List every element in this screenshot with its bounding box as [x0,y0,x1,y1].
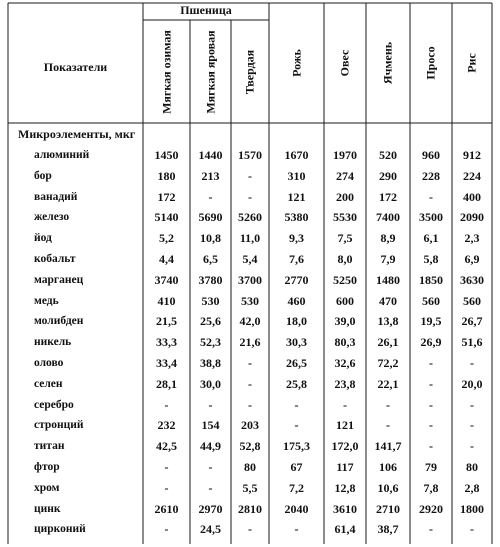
cell-titanium-rice: - [470,439,474,454]
cell-tin-millet: - [429,356,433,370]
cell-tin-oats: 32,6 [334,356,356,370]
cell-iodine-barley: 8,9 [380,231,396,246]
cell-selenium-soft-winter-wheat: 28,1 [156,376,177,391]
cell-nickel-soft-spring-wheat: 52,3 [200,335,221,350]
row-label-titanium: титан [34,440,65,453]
cell-nickel-oats: 80,3 [334,335,356,350]
cell-strontium-rye: - [294,418,299,433]
cell-iron-soft-spring-wheat: 5690 [198,210,223,225]
cell-tin-durum-wheat: - [248,356,252,370]
cell-tin-soft-winter-wheat: 33,4 [156,356,177,370]
row-label-zirconium: цирконий [34,523,86,536]
cell-nickel-rye: 30,3 [286,335,307,350]
cell-silver-durum-wheat: - [248,397,252,412]
cell-selenium-oats: 23,8 [334,376,356,391]
cell-titanium-millet: - [429,439,433,454]
cell-boron-oats: 274 [336,168,354,183]
cell-cobalt-soft-spring-wheat: 6,5 [203,252,218,266]
row-label-chromium: хром [34,481,60,494]
cell-tin-soft-spring-wheat: 38,8 [200,356,221,370]
cell-selenium-rye: 25,8 [286,376,307,391]
cell-iron-soft-winter-wheat: 5140 [154,210,179,225]
col-header-oats: Овес [337,49,352,77]
cell-manganese-soft-winter-wheat: 3740 [154,272,179,287]
cell-silver-soft-winter-wheat: - [164,397,169,412]
cell-silver-rice: - [470,397,474,412]
row-label-cobalt: кобальт [34,253,76,265]
cell-zirconium-rice: - [470,522,474,537]
cell-nickel-barley: 26,1 [377,335,399,350]
cell-tin-barley: 72,2 [377,356,399,370]
cell-aluminium-soft-spring-wheat: 1440 [198,148,223,162]
col-header-millet: Просо [423,46,438,80]
cell-fluorine-rye: 67 [290,460,303,474]
cell-copper-millet: 560 [422,293,440,308]
cell-selenium-durum-wheat: - [248,376,252,391]
row-label-strontium: стронций [34,419,84,432]
cell-vanadium-rice: 400 [463,189,481,204]
cell-chromium-rye: 7,2 [289,480,304,495]
col-header-barley: Ячмень [380,41,395,85]
cell-aluminium-durum-wheat: 1570 [238,148,262,162]
cell-selenium-barley: 22,1 [377,376,399,391]
cell-chromium-soft-spring-wheat: - [208,480,213,495]
cell-copper-rye: 460 [287,293,306,308]
cell-chromium-durum-wheat: 5,5 [242,480,258,495]
cell-copper-soft-winter-wheat: 410 [157,293,176,308]
cell-boron-durum-wheat: - [248,168,252,183]
cell-silver-barley: - [386,397,390,412]
cell-strontium-durum-wheat: 203 [241,418,259,433]
cell-boron-barley: 290 [379,168,397,183]
cell-iron-oats: 5530 [333,210,357,225]
cell-strontium-rice: - [470,418,474,433]
cell-fluorine-millet: 79 [425,460,437,474]
cell-iron-durum-wheat: 5260 [238,210,262,225]
cell-vanadium-barley: 172 [379,189,397,204]
cell-cobalt-soft-winter-wheat: 4,4 [159,252,174,266]
cell-copper-durum-wheat: 530 [241,293,259,308]
cell-molybdenum-durum-wheat: 42,0 [239,314,261,329]
col-header-soft-winter-wheat: Мягкая озимая [159,29,173,114]
cell-zirconium-soft-winter-wheat: - [164,522,169,537]
cell-iron-rye: 5380 [284,210,309,225]
cell-zinc-soft-winter-wheat: 2610 [154,501,179,516]
cell-aluminium-barley: 520 [379,148,397,162]
cell-nickel-rice: 51,6 [461,335,483,350]
cell-iodine-millet: 6,1 [423,231,439,246]
cell-chromium-rice: 2,8 [464,480,480,495]
row-label-iodine: йод [34,232,52,245]
cell-fluorine-barley: 106 [379,460,397,474]
cell-zinc-soft-spring-wheat: 2970 [198,501,223,516]
cell-chromium-oats: 12,8 [334,480,356,495]
row-label-zinc: цинк [34,502,61,515]
cell-zirconium-durum-wheat: - [248,522,252,537]
cell-strontium-millet: - [429,418,433,433]
cell-molybdenum-rye: 18,0 [286,314,307,329]
row-label-molybdenum: молибден [34,315,84,328]
cell-zinc-oats: 3610 [333,501,357,516]
cell-manganese-rice: 3630 [460,272,484,287]
cell-boron-soft-winter-wheat: 180 [157,168,176,183]
cell-manganese-soft-spring-wheat: 3780 [198,272,223,287]
row-label-fluorine: фтор [34,461,60,473]
cell-iron-barley: 7400 [376,210,400,225]
cell-silver-soft-spring-wheat: - [208,397,213,412]
cell-iodine-rye: 9,3 [289,231,304,246]
cell-copper-rice: 560 [463,293,481,308]
cell-zirconium-soft-spring-wheat: 24,5 [200,522,221,537]
cell-cobalt-millet: 5,8 [423,252,439,266]
cell-nickel-soft-winter-wheat: 33,3 [156,335,177,350]
row-label-copper: медь [34,294,59,307]
cell-fluorine-soft-winter-wheat: - [164,460,169,474]
cell-manganese-rye: 2770 [284,272,309,287]
cell-manganese-durum-wheat: 3700 [238,272,262,287]
cell-boron-millet: 228 [422,168,440,183]
cell-titanium-durum-wheat: 52,8 [239,439,261,454]
cell-molybdenum-millet: 19,5 [420,314,442,329]
row-label-vanadium: ванадий [34,190,78,203]
header-wheat-group: Пшеница [180,3,232,17]
cell-titanium-rye: 175,3 [283,439,310,454]
cell-molybdenum-barley: 13,8 [377,314,399,329]
cell-copper-barley: 470 [379,293,397,308]
cell-vanadium-durum-wheat: - [248,189,252,204]
cell-copper-soft-spring-wheat: 530 [201,293,220,308]
cell-aluminium-soft-winter-wheat: 1450 [154,148,179,162]
cell-silver-rye: - [294,397,299,412]
cell-iodine-soft-spring-wheat: 10,8 [200,231,221,246]
row-label-silver: серебро [34,398,74,411]
cell-selenium-rice: 20,0 [461,376,483,391]
row-label-selenium: селен [34,377,63,390]
cell-zirconium-millet: - [429,522,433,537]
cell-selenium-soft-spring-wheat: 30,0 [200,376,221,391]
cell-silver-millet: - [429,397,433,412]
cell-strontium-soft-spring-wheat: 154 [201,418,220,433]
cell-selenium-millet: - [429,376,433,391]
cell-vanadium-oats: 200 [336,189,354,204]
cell-fluorine-rice: 80 [466,460,478,474]
cell-molybdenum-soft-spring-wheat: 25,6 [200,314,221,329]
col-header-durum-wheat: Твердая [242,49,257,94]
cell-cobalt-oats: 8,0 [337,252,353,266]
row-label-tin: олово [34,357,64,369]
cell-zinc-barley: 2710 [376,501,400,516]
cell-tin-rice: - [470,356,474,370]
cell-titanium-soft-winter-wheat: 42,5 [156,439,177,454]
cell-iodine-durum-wheat: 11,0 [239,231,261,246]
cell-titanium-oats: 172,0 [331,439,359,454]
cell-molybdenum-soft-winter-wheat: 21,5 [156,314,177,329]
col-header-soft-spring-wheat: Мягкая яровая [203,29,217,114]
section-label: Микроэлементы, мкг [18,127,136,141]
cell-vanadium-millet: - [429,189,433,204]
cell-boron-rye: 310 [287,168,306,183]
cell-aluminium-oats: 1970 [333,148,357,162]
cell-vanadium-soft-winter-wheat: 172 [157,189,176,204]
cell-iodine-oats: 7,5 [337,231,353,246]
cell-strontium-soft-winter-wheat: 232 [157,418,176,433]
cell-boron-soft-spring-wheat: 213 [201,168,220,183]
cell-molybdenum-oats: 39,0 [334,314,356,329]
cell-nickel-durum-wheat: 21,6 [239,335,261,350]
cell-zinc-rice: 1800 [460,501,484,516]
row-label-manganese: марганец [34,273,84,286]
cell-manganese-oats: 5250 [333,272,357,287]
cell-zirconium-rye: - [294,522,299,537]
cell-titanium-soft-spring-wheat: 44,9 [200,439,221,454]
cell-cobalt-durum-wheat: 5,4 [242,252,258,266]
cell-vanadium-soft-spring-wheat: - [208,189,213,204]
cell-chromium-soft-winter-wheat: - [164,480,169,495]
cell-silver-oats: - [343,397,347,412]
cell-iron-rice: 2090 [460,210,484,225]
cell-vanadium-rye: 121 [287,189,306,204]
cell-chromium-barley: 10,6 [377,480,399,495]
cell-zirconium-barley: 38,7 [377,522,399,537]
cell-zinc-rye: 2040 [284,501,309,516]
cell-strontium-oats: 121 [336,418,354,433]
cell-cobalt-rice: 6,9 [464,252,480,266]
cell-manganese-barley: 1480 [376,272,400,287]
cell-titanium-barley: 141,7 [374,439,402,454]
header-indicator: Показатели [43,60,108,74]
row-label-nickel: никель [34,336,72,349]
row-label-aluminium: алюминий [34,149,90,161]
row-label-iron: железо [34,211,70,224]
cell-fluorine-oats: 117 [336,460,354,474]
cell-fluorine-durum-wheat: 80 [244,460,256,474]
cell-molybdenum-rice: 26,7 [461,314,483,329]
cell-aluminium-rice: 912 [463,148,481,162]
cell-zirconium-oats: 61,4 [334,522,356,537]
cell-tin-rye: 26,5 [286,356,307,370]
cell-aluminium-rye: 1670 [284,148,309,162]
cell-cobalt-rye: 7,6 [289,252,304,266]
cell-boron-rice: 224 [463,168,481,183]
cell-iron-millet: 3500 [419,210,443,225]
cell-zinc-durum-wheat: 2810 [238,501,262,516]
col-header-rye: Рожь [289,49,303,77]
cell-zinc-millet: 2920 [419,501,443,516]
cell-manganese-millet: 1850 [419,272,443,287]
cell-aluminium-millet: 960 [422,148,440,162]
cell-fluorine-soft-spring-wheat: - [208,460,213,474]
cell-chromium-millet: 7,8 [423,480,439,495]
cell-strontium-barley: - [386,418,390,433]
row-label-boron: бор [34,169,52,182]
cell-nickel-millet: 26,9 [420,335,442,350]
col-header-rice: Рис [464,53,479,73]
cell-copper-oats: 600 [336,293,354,308]
cell-iodine-rice: 2,3 [464,231,480,246]
cell-cobalt-barley: 7,9 [380,252,396,266]
cell-iodine-soft-winter-wheat: 5,2 [159,231,174,246]
